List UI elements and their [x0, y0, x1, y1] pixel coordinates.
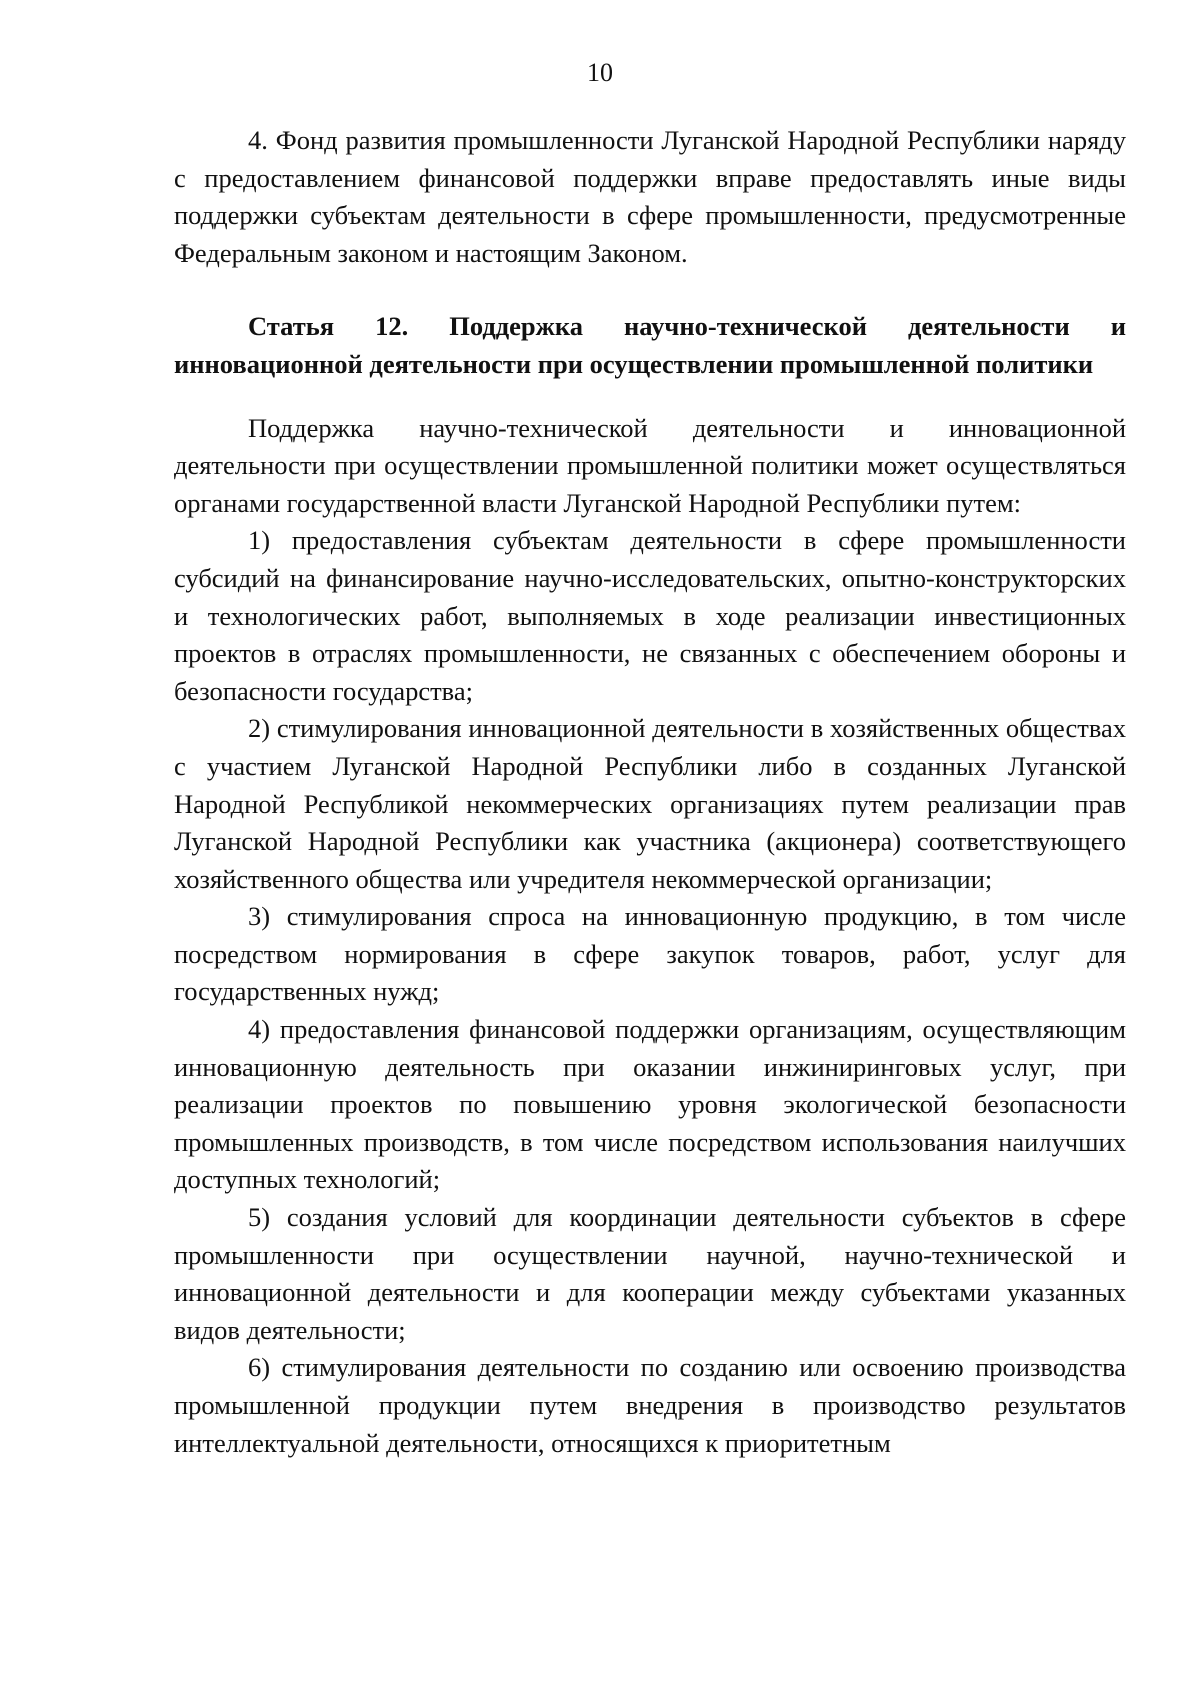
article-body	[174, 410, 1126, 1463]
list-item: 6) стимулирования деятельности по созданию или освоению производства промышленной продукции путем внедрения в производство результатов интеллектуальной деятельности, относящихся к приоритетным	[174, 1352, 1126, 1458]
list-item: 1) предоставления субъектам деятельности в сфере промышленности субсидий на финансирование научно-исследовательских, опытно-конструкторских и технологических работ, выполняемых в ходе реализации инвестиционных проектов в отраслях промышленности, не связанных с обеспечением обороны и безопасности государства;	[174, 525, 1126, 706]
list-item: 5) создания условий для координации деятельности субъектов в сфере промышленности при осуществлении научной, научно-технической и инновационной деятельности и для кооперации между субъектами указанных видов деятельности;	[174, 1202, 1126, 1345]
list-item: 4) предоставления финансовой поддержки организациям, осуществляющим инновационную деятельность при оказании инжиниринговых услуг, при реализации проектов по повышению уровня экологической безопасности промышленных производств, в том числе посредством использования наилучших доступных технологий;	[174, 1014, 1126, 1195]
article-title: Статья 12. Поддержка научно-технической деятельности и инновационной деятельности при осуществлении промышленной политики	[174, 311, 1126, 379]
list-item: 3) стимулирования спроса на инновационную продукцию, в том числе посредством нормирования в сфере закупок товаров, работ, услуг для государственных нужд;	[174, 901, 1126, 1007]
article-lead: Поддержка научно-технической деятельности и инновационной деятельности при осуществлении промышленной политики может осуществляться органами государственной власти Луганской Народной Республики путем:	[174, 412, 1126, 518]
intro-paragraph: 4. Фонд развития промышленности Луганской Народной Республики наряду с предоставлением финансовой поддержки вправе предоставлять иные виды поддержки субъектам деятельности в сфере промышленности, предусмотренные Федеральным законом и настоящим Законом.	[174, 125, 1126, 268]
document-body	[174, 122, 1126, 1462]
page-number: 10	[587, 58, 613, 87]
list-item: 2) стимулирования инновационной деятельности в хозяйственных обществах с участием Луганской Народной Республики либо в созданных Луганской Народной Республикой некоммерческих организациях путем реализации прав Луганской Народной Республики как участника (акционера) соответствующего хозяйственного общества или учредителя некоммерческой организации;	[174, 713, 1126, 894]
